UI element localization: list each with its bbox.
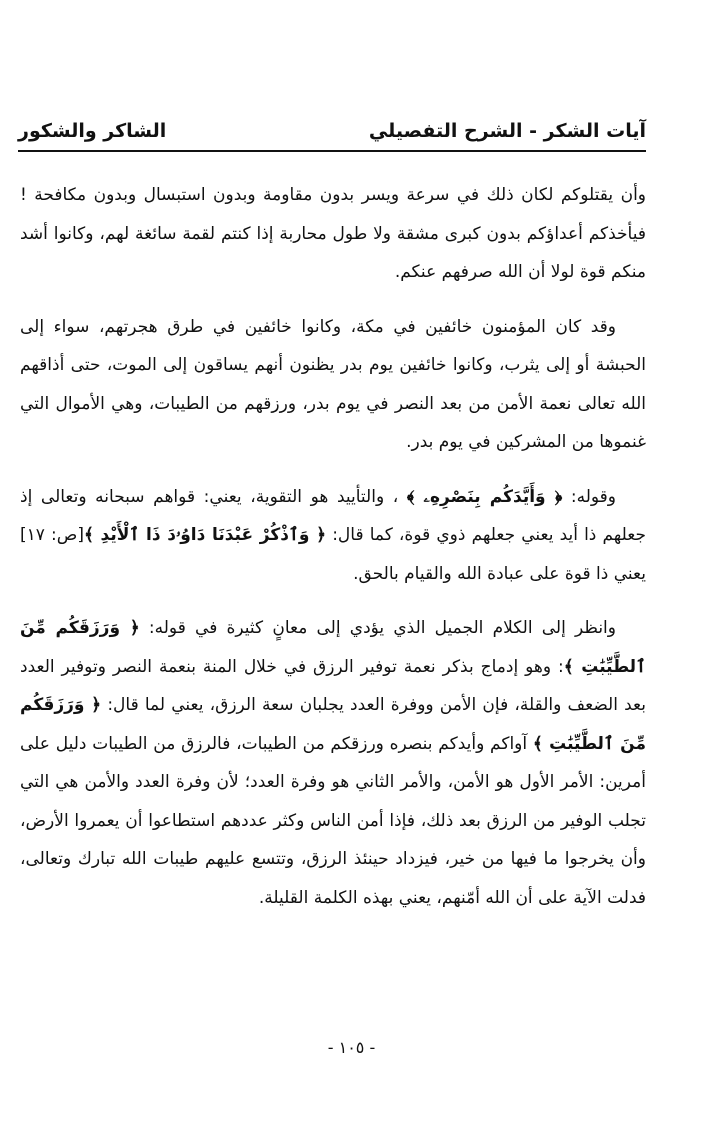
paragraph-1: وأن يقتلوكم لكان ذلك في سرعة ويسر بدون مقاومة وبدون استبسال وبدون مكافحة ! فيأخذكم أعداؤكم بدون كبرى مشقة ولا طول محاربة إذا كنتم لقمة سائغة لهم، وكانوا أشد منكم قوة لولا أن الله صرفهم عنكم.: [20, 185, 646, 282]
quran-verse: ﴿ وَرَزَقَكُم مِّنَ ٱلطَّيِّبَٰتِ ﴾: [20, 618, 646, 677]
paragraph-4-intro: وانظر إلى الكلام الجميل الذي يؤدي إلى معانٍ كثيرة في قوله:: [139, 618, 616, 638]
paragraph-2: وقد كان المؤمنون خائفين في مكة، وكانوا خائفين في طرق هجرتهم، سواء إلى الحبشة أو إلى يثرب، وكانوا خائفين يوم بدر يظنون أنهم يساقون إلى الموت، حتى أذاقهم الله تعالى نعمة الأمن من بعد النصر في يوم بدر، ورزقهم من الطيبات، وهي الأموال التي غنموها من المشركين في يوم بدر.: [20, 316, 646, 452]
quran-verse: ﴿ وَٱذْكُرْ عَبْدَنَا دَاوُۥدَ ذَا ٱلْأَيْدِ ﴾: [83, 525, 327, 545]
header-chapter-title: الشاكر والشكور: [18, 120, 167, 142]
header-book-title: آيات الشكر - الشرح التفصيلي: [368, 120, 646, 142]
paragraph-3-end: [ص: ١٧] يعني ذا قوة على عبادة الله والقيام بالحق.: [20, 525, 646, 584]
paragraph-3-middle: ، والتأييد هو التقوية، يعني: قواهم سبحانه وتعالى إذ جعلهم ذا أيد يعني جعلهم ذوي قوة، كما قال:: [20, 486, 646, 545]
page-body: [20, 176, 646, 933]
quran-verse: ﴿ وَرَزَقَكُم مِّنَ ٱلطَّيِّبَٰتِ ﴾: [20, 695, 646, 754]
quran-verse: ﴿ وَأَيَّدَكُم بِنَصْرِهِۦ ﴾: [406, 486, 563, 507]
paragraph-3: [20, 478, 646, 594]
page-header: [18, 118, 646, 152]
paragraph-3-intro: وقوله:: [562, 486, 616, 507]
paragraph-4-middle: : وهو إدماج بذكر نعمة توفير الرزق في خلال المنة بنعمة النصر وتوفير العدد بعد الضعف والقلة، فإن الأمن ووفرة العدد يجلبان سعة الرزق، يعني لما قال:: [20, 656, 646, 715]
paragraph-4: [20, 609, 646, 917]
page-number: - ١٠٥ -: [327, 1038, 376, 1057]
paragraph-4-end: آواكم وأيدكم بنصره ورزقكم من الطيبات، فالرزق من الطيبات دليل على أمرين: الأمر الأول هو الأمن، والأمر الثاني هو وفرة العدد؛ لأن وفرة العدد والأمن هي التي تجلب الوفير من الرزق بعد ذلك، فإذا أمن الناس وكثر عددهم استطاعوا أن يعمروا الأرض، وأن يخرجوا ما فيها من خير، فيزداد حينئذ الرزق، وتتسع عليهم طيبات الله تبارك وتعالى، فدلت الآية على أن الله أمّنهم، يعني بهذه الكلمة القليلة.: [20, 733, 646, 908]
